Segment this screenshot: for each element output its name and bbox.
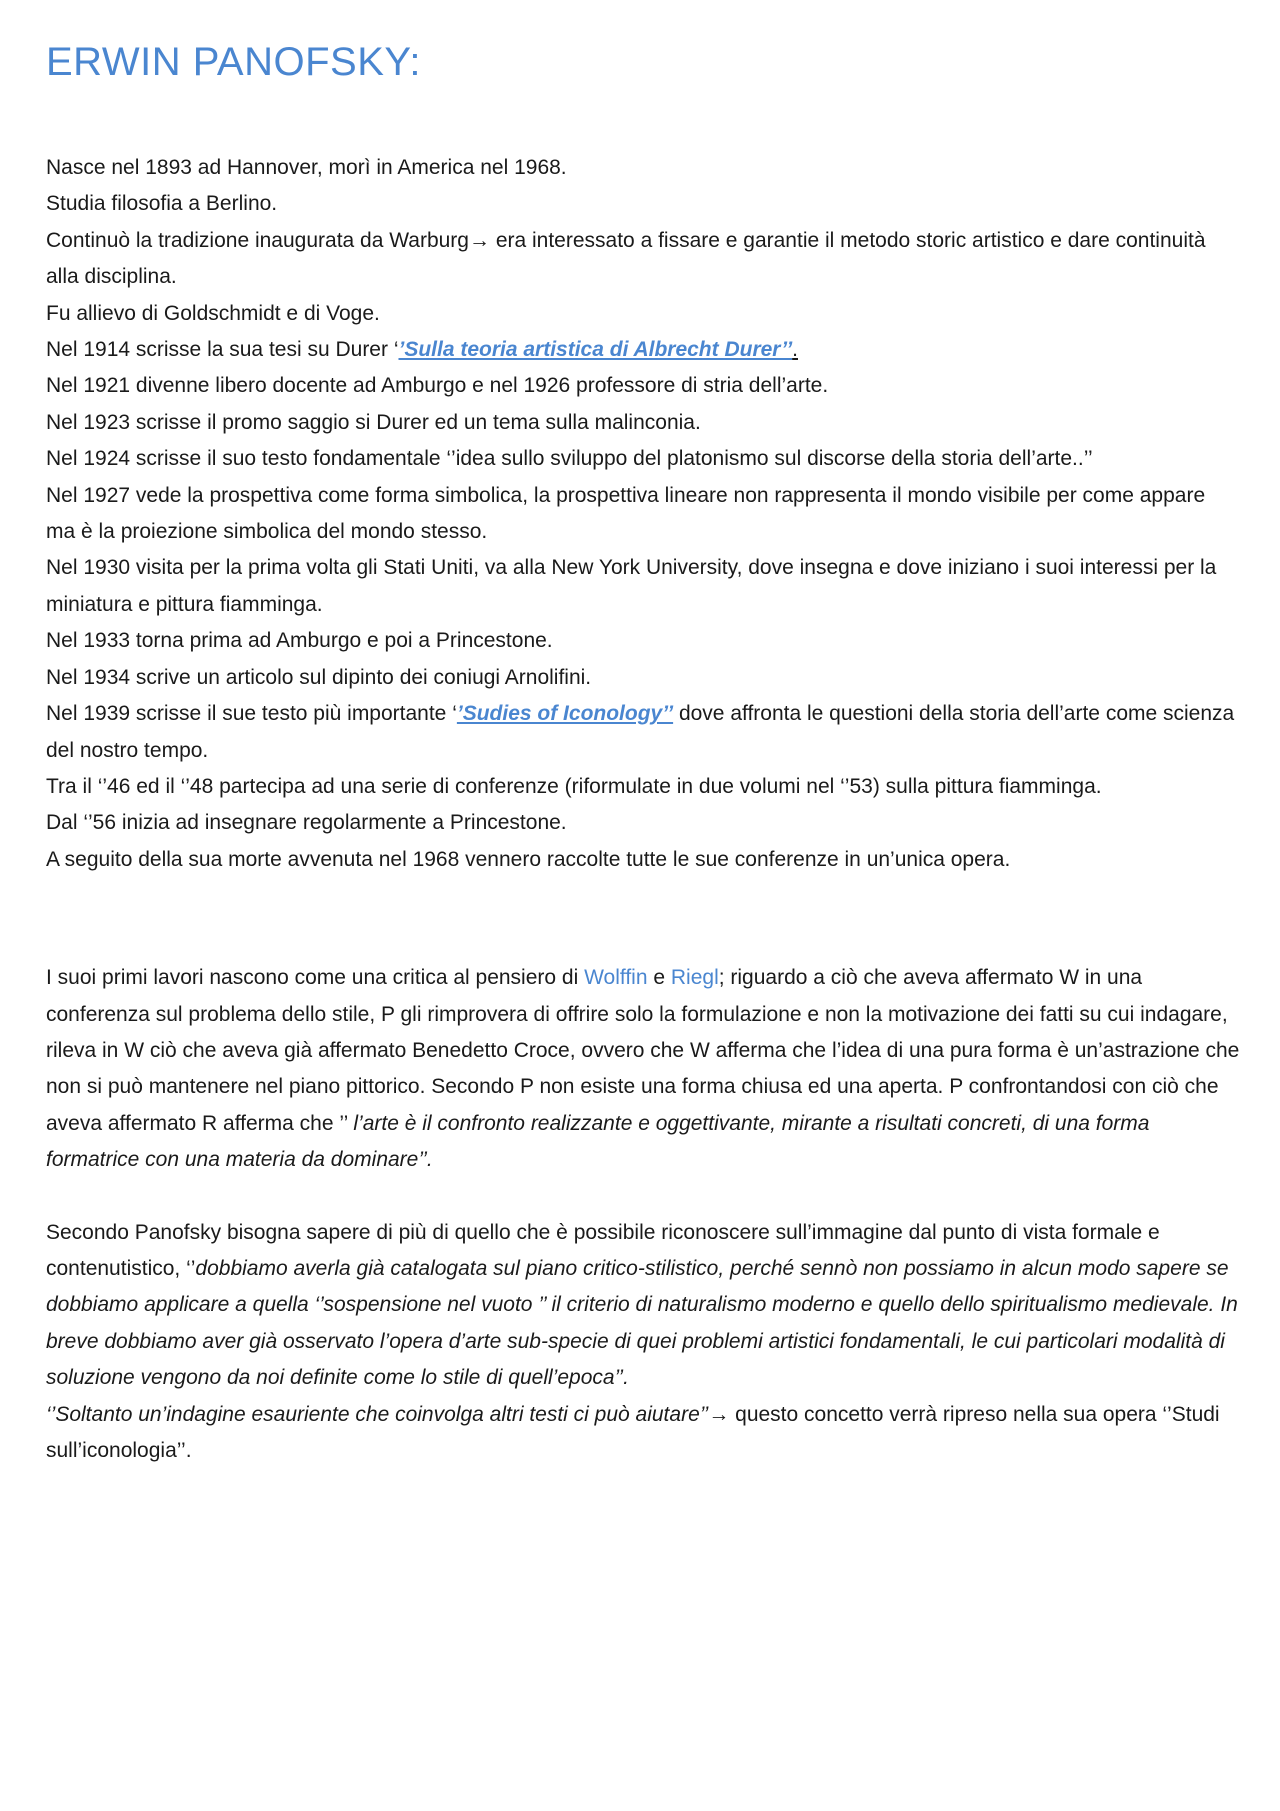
paragraph-critique xyxy=(46,960,1240,1178)
paragraph-method xyxy=(46,1215,1240,1470)
bio-text: . xyxy=(792,338,798,362)
bio-line-1923: Nel 1923 scrisse il promo saggio si Durer ed un tema sulla malinconia. xyxy=(46,410,701,434)
bio-line-1956: Dal ‘’56 inizia ad insegnare regolarmente a Princestone. xyxy=(46,811,567,835)
quote-text: dobbiamo averla già catalogata sul piano critico-stilistico, perché sennò non possiamo in alcun modo sapere se dobbiamo applicare a quella ‘’sospensione nel vuoto ’’ il criterio di naturalismo moderno e quello dello spiritualismo medievale. In breve dobbiamo aver già osservato l’opera d’arte sub-specie di quei problemi artistici fondamentali, le cui particolari modalità di soluzione vengono da noi definite come lo stile di quell’epoca’’. xyxy=(46,1256,1238,1390)
biography-section xyxy=(46,150,1240,878)
arrow-right-icon: → xyxy=(708,1402,730,1426)
bio-line-1939 xyxy=(46,696,1240,769)
bio-line-1934: Nel 1934 scrive un articolo sul dipinto dei coniugi Arnolifini. xyxy=(46,665,592,689)
bio-text: dove affronta le questioni della storia dell’arte come scienza del nostro tempo. xyxy=(46,702,1235,762)
paragraph-text: ; riguardo a ciò che aveva affermato W in una conferenza sul problema dello stile, P gli rimprovera di offrire solo la formulazione e non la motivazione dei fatti su cui indagare, rileva in W ciò che aveva già affermato Benedetto Croce, ovvero che W afferma che l’idea di una pura forma è un’astrazione che non si può mantenere nel piano pittorico. Secondo P non esiste una forma chiusa ed una aperta. P confrontandosi con ciò che aveva affermato R afferma che ’’ xyxy=(46,966,1240,1135)
bio-text: Nel 1914 scrisse la sua tesi su Durer ‘ xyxy=(46,338,399,362)
bio-line-death: A seguito della sua morte avvenuta nel 1968 vennero raccolte tutte le sue conferenze in un’unica opera. xyxy=(46,847,1011,871)
name-wolffin: Wolffin xyxy=(584,966,648,990)
bio-text: Continuò la tradizione inaugurata da Warburg xyxy=(46,228,469,252)
paragraph-text: e xyxy=(647,966,671,990)
bio-line-teachers: Fu allievo di Goldschmidt e di Voge. xyxy=(46,301,380,325)
bio-line-1924: Nel 1924 scrisse il suo testo fondamentale ‘’idea sullo sviluppo del platonismo sul discorse della storia dell’arte..’’ xyxy=(46,447,1093,471)
bio-line-warburg xyxy=(46,223,1240,296)
link-durer-thesis[interactable]: ’Sulla teoria artistica di Albrecht Durer’’ xyxy=(398,338,793,362)
bio-line-1921: Nel 1921 divenne libero docente ad Amburgo e nel 1926 professore di stria dell’arte. xyxy=(46,374,829,398)
paragraph-text: Secondo Panofsky bisogna sapere di più di quello che è possibile riconoscere sull’immagine dal punto di vista formale e contenutistico, ‘’ xyxy=(46,1220,1160,1280)
bio-text: Nel 1939 scrisse il sue testo più importante ‘ xyxy=(46,702,457,726)
bio-line-1927: Nel 1927 vede la prospettiva come forma simbolica, la prospettiva lineare non rappresenta il mondo visibile per come appare ma è la proiezione simbolica del mondo stesso. xyxy=(46,483,1206,544)
paragraph-text: I suoi primi lavori nascono come una critica al pensiero di xyxy=(46,966,585,990)
link-studies-iconology[interactable]: ’Sudies of Iconology’’ xyxy=(456,702,674,726)
bio-text: era interessato a fissare e garantie il metodo storic artistico e dare continuità alla disciplina. xyxy=(46,228,1206,289)
quote-text: ‘’Soltanto un’indagine esauriente che coinvolga altri testi ci può aiutare’’ xyxy=(46,1402,709,1426)
bio-line-1914 xyxy=(46,332,1240,368)
page-title: ERWIN PANOFSKY: xyxy=(46,40,421,84)
arrow-right-icon: → xyxy=(468,228,490,252)
bio-line-studies: Studia filosofia a Berlino. xyxy=(46,192,278,216)
paragraph-text: questo concetto verrà ripreso nella sua opera ‘’Studi sull’iconologia’’. xyxy=(46,1402,1220,1462)
bio-line-1933: Nel 1933 torna prima ad Amburgo e poi a Princestone. xyxy=(46,629,553,653)
name-riegl: Riegl xyxy=(670,966,719,990)
document-page xyxy=(46,30,1240,1469)
quote-text: l’arte è il confronto realizzante e oggettivante, mirante a risultati concreti, di una forma formatrice con una materia da dominare’’. xyxy=(46,1111,1150,1172)
bio-line-1930: Nel 1930 visita per la prima volta gli Stati Uniti, va alla New York University, dove insegna e dove iniziano i suoi interessi per la miniatura e pittura fiamminga. xyxy=(46,556,1217,616)
bio-line-birth: Nasce nel 1893 ad Hannover, morì in America nel 1968. xyxy=(46,156,567,179)
bio-line-conferences: Tra il ‘’46 ed il ‘’48 partecipa ad una serie di conferenze (riformulate in due volumi nel ‘’53) sulla pittura fiamminga. xyxy=(46,774,1102,798)
